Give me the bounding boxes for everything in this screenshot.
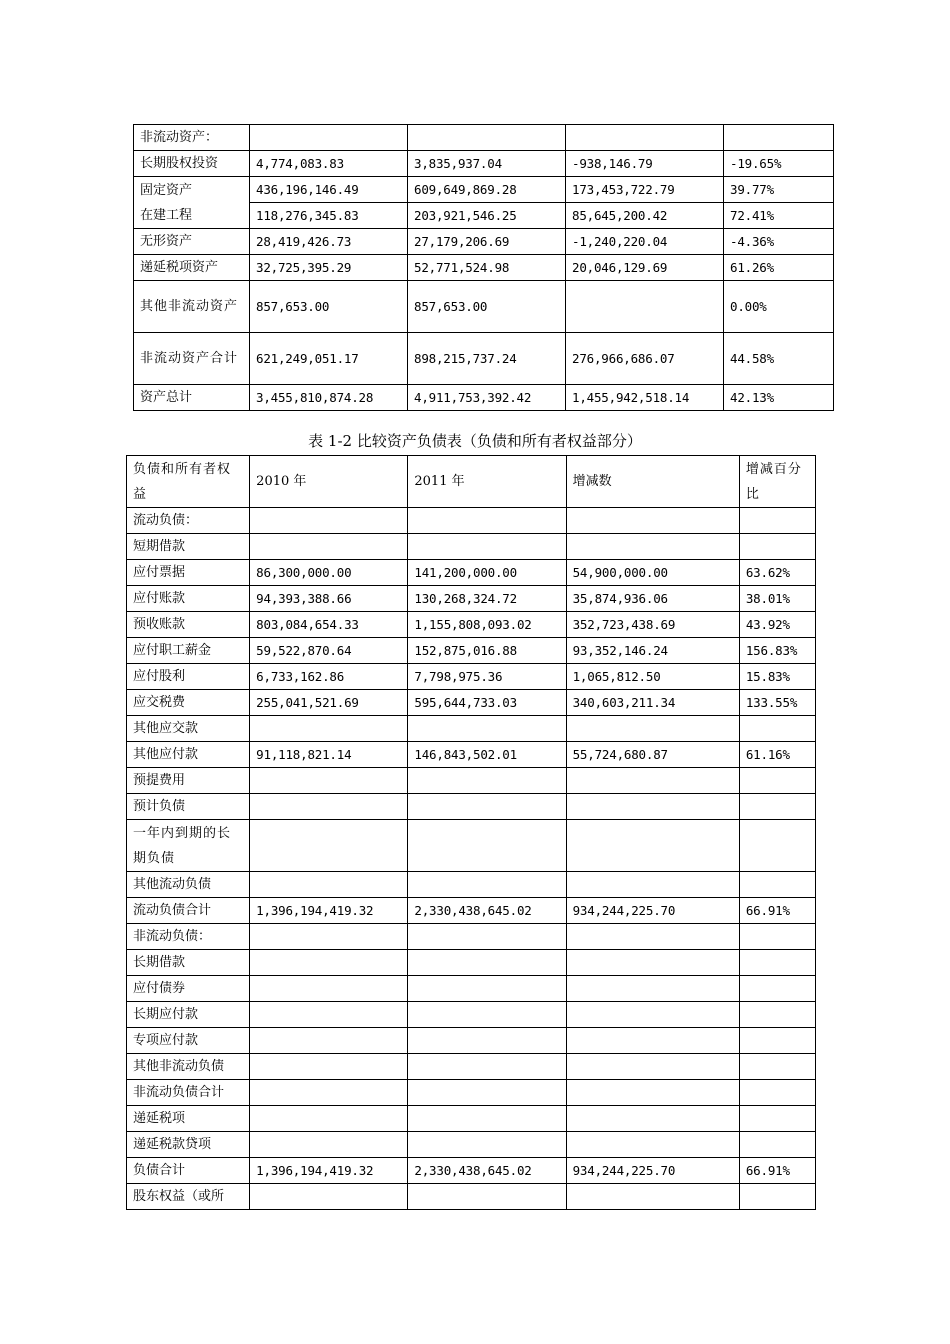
value-change (566, 1184, 739, 1210)
row-label: 应付账款 (127, 586, 250, 612)
value-2011 (408, 950, 566, 976)
value-pct (739, 768, 815, 794)
table-row (134, 125, 834, 151)
value-pct: 156.83% (739, 638, 815, 664)
value-pct (739, 924, 815, 950)
value-2010: 436,196,146.49 (250, 177, 408, 203)
value-2011 (408, 768, 566, 794)
row-label: 预收账款 (127, 612, 250, 638)
value-pct: 61.16% (739, 742, 815, 768)
value-pct: 39.77% (724, 177, 834, 203)
table-row (127, 1054, 816, 1080)
value-2010: 857,653.00 (250, 281, 408, 333)
liability-comparison-table (126, 455, 816, 1210)
value-pct (739, 794, 815, 820)
value-2011: 2,330,438,645.02 (408, 1158, 566, 1184)
value-2011 (408, 716, 566, 742)
value-change: 173,453,722.79 (566, 177, 724, 203)
value-2010 (250, 1054, 408, 1080)
value-pct (739, 1054, 815, 1080)
row-label: 其他非流动负债 (127, 1054, 250, 1080)
value-2010: 118,276,345.83 (250, 203, 408, 229)
value-change (566, 1106, 739, 1132)
value-pct (739, 508, 815, 534)
row-label: 其他流动负债 (127, 872, 250, 898)
value-pct (739, 976, 815, 1002)
value-2010: 4,774,083.83 (250, 151, 408, 177)
table-row (127, 898, 816, 924)
value-2011: 609,649,869.28 (408, 177, 566, 203)
value-change: 934,244,225.70 (566, 1158, 739, 1184)
value-2011: 2,330,438,645.02 (408, 898, 566, 924)
value-2011 (408, 534, 566, 560)
row-label: 资产总计 (134, 385, 250, 411)
value-change (566, 1002, 739, 1028)
table-row (127, 586, 816, 612)
value-2010 (250, 872, 408, 898)
value-change (566, 768, 739, 794)
value-2010: 32,725,395.29 (250, 255, 408, 281)
value-change (566, 950, 739, 976)
value-pct: -19.65% (724, 151, 834, 177)
value-2011 (408, 794, 566, 820)
value-2011: 3,835,937.04 (408, 151, 566, 177)
value-change: 54,900,000.00 (566, 560, 739, 586)
table-row (127, 950, 816, 976)
row-label: 非流动资产合计 (134, 333, 250, 385)
value-change (566, 976, 739, 1002)
value-2011 (408, 125, 566, 151)
table-row (127, 768, 816, 794)
value-change (566, 924, 739, 950)
value-2011 (408, 1002, 566, 1028)
value-change: 276,966,686.07 (566, 333, 724, 385)
row-label: 应付票据 (127, 560, 250, 586)
row-label: 专项应付款 (127, 1028, 250, 1054)
row-label: 预计负债 (127, 794, 250, 820)
row-label: 短期借款 (127, 534, 250, 560)
value-change: -1,240,220.04 (566, 229, 724, 255)
value-2011: 130,268,324.72 (408, 586, 566, 612)
value-2011: 898,215,737.24 (408, 333, 566, 385)
header-row (127, 456, 816, 508)
value-2011: 857,653.00 (408, 281, 566, 333)
value-2011 (408, 508, 566, 534)
header-label: 负债和所有者权益 (127, 456, 250, 508)
row-label: 一年内到期的长期负债 (127, 820, 250, 872)
table-row (127, 560, 816, 586)
row-label: 负债合计 (127, 1158, 250, 1184)
table-row (134, 229, 834, 255)
value-change (566, 1054, 739, 1080)
value-2010 (250, 976, 408, 1002)
row-label: 非流动负债： (127, 924, 250, 950)
value-2010 (250, 794, 408, 820)
value-change: 85,645,200.42 (566, 203, 724, 229)
value-pct (739, 534, 815, 560)
table-row (134, 177, 834, 203)
value-2011 (408, 1054, 566, 1080)
value-change (566, 794, 739, 820)
value-change (566, 1028, 739, 1054)
header-2011: 2011 年 (408, 456, 566, 508)
table-row (127, 716, 816, 742)
row-label: 流动负债： (127, 508, 250, 534)
value-change: 1,455,942,518.14 (566, 385, 724, 411)
value-pct: 66.91% (739, 1158, 815, 1184)
value-pct (739, 872, 815, 898)
value-2010 (250, 1106, 408, 1132)
row-label: 非流动负债合计 (127, 1080, 250, 1106)
value-pct (724, 125, 834, 151)
value-2010 (250, 508, 408, 534)
value-2010: 86,300,000.00 (250, 560, 408, 586)
value-2010 (250, 820, 408, 872)
value-2011: 146,843,502.01 (408, 742, 566, 768)
asset-comparison-table (133, 124, 834, 411)
table-row (127, 664, 816, 690)
value-change: -938,146.79 (566, 151, 724, 177)
value-2011 (408, 1106, 566, 1132)
value-2010 (250, 1132, 408, 1158)
row-label: 递延税项资产 (134, 255, 250, 281)
value-pct: 72.41% (724, 203, 834, 229)
row-label: 长期应付款 (127, 1002, 250, 1028)
table-row (127, 872, 816, 898)
value-pct: 42.13% (724, 385, 834, 411)
value-change: 20,046,129.69 (566, 255, 724, 281)
value-2011: 203,921,546.25 (408, 203, 566, 229)
value-change (566, 1132, 739, 1158)
value-pct: 43.92% (739, 612, 815, 638)
row-label: 流动负债合计 (127, 898, 250, 924)
table-row (127, 1106, 816, 1132)
row-label: 长期借款 (127, 950, 250, 976)
row-label: 预提费用 (127, 768, 250, 794)
value-change (566, 820, 739, 872)
liability-table-body (127, 508, 816, 1210)
table-row (134, 333, 834, 385)
value-2011 (408, 1028, 566, 1054)
table-row (127, 638, 816, 664)
value-2011: 152,875,016.88 (408, 638, 566, 664)
value-2011 (408, 872, 566, 898)
row-label: 应付债券 (127, 976, 250, 1002)
value-2010: 3,455,810,874.28 (250, 385, 408, 411)
table-row (127, 820, 816, 872)
value-2010: 803,084,654.33 (250, 612, 408, 638)
value-2010 (250, 716, 408, 742)
table-row (127, 1028, 816, 1054)
value-2010 (250, 1002, 408, 1028)
value-change (566, 534, 739, 560)
table-row (127, 508, 816, 534)
value-2011: 141,200,000.00 (408, 560, 566, 586)
value-2010: 1,396,194,419.32 (250, 898, 408, 924)
table-row (134, 255, 834, 281)
row-label: 其他应交款 (127, 716, 250, 742)
value-pct (739, 950, 815, 976)
value-2010: 94,393,388.66 (250, 586, 408, 612)
table-row (134, 385, 834, 411)
value-2010 (250, 125, 408, 151)
value-2011 (408, 924, 566, 950)
value-2010: 28,419,426.73 (250, 229, 408, 255)
value-pct: 66.91% (739, 898, 815, 924)
value-2010: 91,118,821.14 (250, 742, 408, 768)
value-change (566, 872, 739, 898)
value-pct (739, 716, 815, 742)
row-label: 其他应付款 (127, 742, 250, 768)
row-label: 股东权益（或所 (127, 1184, 250, 1210)
value-pct (739, 1080, 815, 1106)
value-2011: 7,798,975.36 (408, 664, 566, 690)
liability-table-header (127, 456, 816, 508)
row-label: 其他非流动资产 (134, 281, 250, 333)
value-pct: 61.26% (724, 255, 834, 281)
value-pct: 0.00% (724, 281, 834, 333)
value-2011 (408, 1080, 566, 1106)
value-change (566, 508, 739, 534)
value-2010: 621,249,051.17 (250, 333, 408, 385)
value-2010: 255,041,521.69 (250, 690, 408, 716)
value-change: 55,724,680.87 (566, 742, 739, 768)
header-2010: 2010 年 (250, 456, 408, 508)
value-2011: 595,644,733.03 (408, 690, 566, 716)
value-change: 93,352,146.24 (566, 638, 739, 664)
value-2010 (250, 1184, 408, 1210)
table-row (127, 1002, 816, 1028)
table-row (134, 151, 834, 177)
value-2011: 4,911,753,392.42 (408, 385, 566, 411)
row-label: 应交税费 (127, 690, 250, 716)
value-2010 (250, 534, 408, 560)
value-2011: 52,771,524.98 (408, 255, 566, 281)
value-pct: -4.36% (724, 229, 834, 255)
table-row (127, 1158, 816, 1184)
value-change (566, 716, 739, 742)
row-label: 递延税款贷项 (127, 1132, 250, 1158)
value-2011 (408, 820, 566, 872)
value-2011 (408, 976, 566, 1002)
value-pct: 15.83% (739, 664, 815, 690)
table-row (127, 612, 816, 638)
value-change (566, 281, 724, 333)
value-2010 (250, 924, 408, 950)
value-change: 934,244,225.70 (566, 898, 739, 924)
header-pct: 增减百分比 (739, 456, 815, 508)
table-row (127, 924, 816, 950)
table-row (127, 794, 816, 820)
value-pct (739, 1028, 815, 1054)
value-pct: 38.01% (739, 586, 815, 612)
row-label: 应付职工薪金 (127, 638, 250, 664)
table-row (127, 976, 816, 1002)
value-pct: 63.62% (739, 560, 815, 586)
value-2011 (408, 1184, 566, 1210)
table-row (127, 1080, 816, 1106)
value-2011: 27,179,206.69 (408, 229, 566, 255)
value-pct (739, 1132, 815, 1158)
row-label: 应付股利 (127, 664, 250, 690)
value-pct (739, 1184, 815, 1210)
table-caption: 表 1-2 比较资产负债表（负债和所有者权益部分） (308, 432, 642, 450)
row-label: 非流动资产： (134, 125, 250, 151)
row-label: 固定资产 (140, 182, 193, 198)
value-pct (739, 820, 815, 872)
table-row (134, 281, 834, 333)
value-2010 (250, 1080, 408, 1106)
value-change (566, 1080, 739, 1106)
value-change: 352,723,438.69 (566, 612, 739, 638)
header-change: 增减数 (566, 456, 739, 508)
value-change (566, 125, 724, 151)
table-row (127, 1132, 816, 1158)
value-2010 (250, 768, 408, 794)
row-label: 在建工程 (140, 207, 193, 223)
table-row (127, 690, 816, 716)
value-2010: 1,396,194,419.32 (250, 1158, 408, 1184)
value-2010 (250, 950, 408, 976)
value-2010 (250, 1028, 408, 1054)
value-pct (739, 1002, 815, 1028)
row-label: 长期股权投资 (134, 151, 250, 177)
value-pct: 44.58% (724, 333, 834, 385)
value-2010: 6,733,162.86 (250, 664, 408, 690)
value-pct: 133.55% (739, 690, 815, 716)
row-label: 无形资产 (134, 229, 250, 255)
value-pct (739, 1106, 815, 1132)
row-label-fixed-and-construction (134, 177, 250, 229)
value-change: 340,603,211.34 (566, 690, 739, 716)
row-label: 递延税项 (127, 1106, 250, 1132)
table-row (127, 1184, 816, 1210)
value-change: 1,065,812.50 (566, 664, 739, 690)
value-2011 (408, 1132, 566, 1158)
value-2011: 1,155,808,093.02 (408, 612, 566, 638)
asset-table-body (134, 125, 834, 411)
value-change: 35,874,936.06 (566, 586, 739, 612)
table-row (127, 534, 816, 560)
value-2010: 59,522,870.64 (250, 638, 408, 664)
table-row (127, 742, 816, 768)
